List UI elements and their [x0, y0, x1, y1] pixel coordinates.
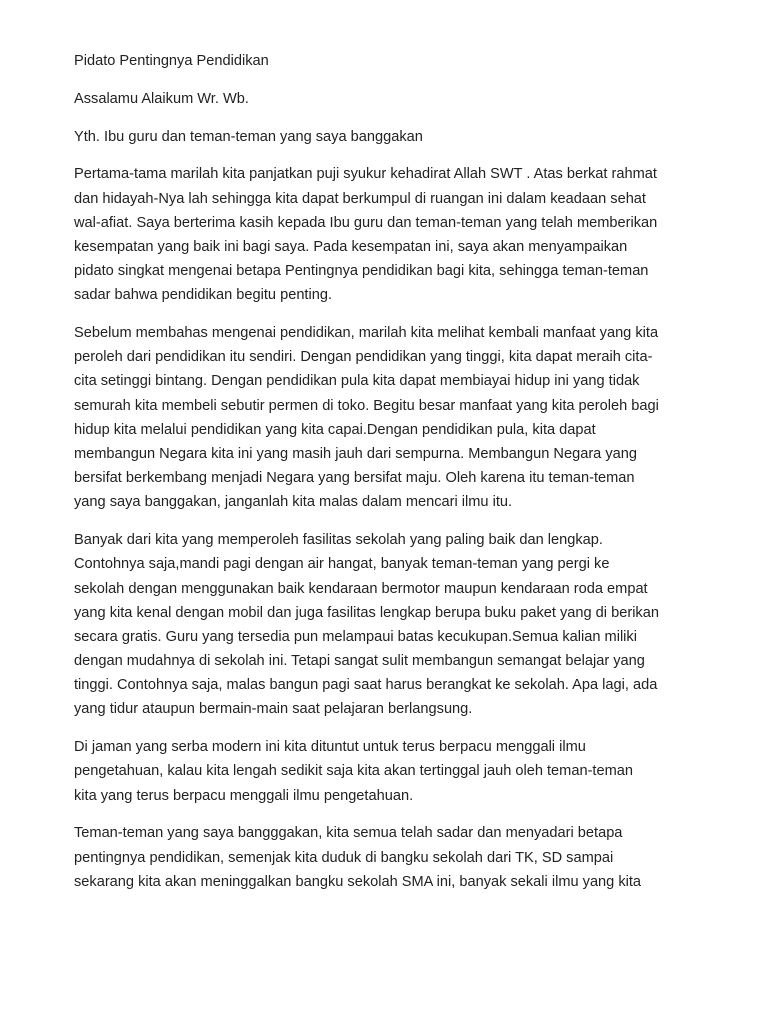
text-line: Banyak dari kita yang memperoleh fasilitas sekolah yang paling baik dan lengkap.: [74, 532, 603, 549]
text-line: secara gratis. Guru yang tersedia pun melampaui batas kecukupan.Semua kalian miliki: [74, 628, 637, 645]
text-line: Teman-teman yang saya bangggakan, kita semua telah sadar dan menyadari betapa: [74, 825, 623, 842]
text-line: Sebelum membahas mengenai pendidikan, marilah kita melihat kembali manfaat yang kita: [74, 325, 659, 342]
text-line: sekarang kita akan meninggalkan bangku sekolah SMA ini, banyak sekali ilmu yang kita: [74, 873, 642, 890]
text-line: peroleh dari pendidikan itu sendiri. Dengan pendidikan yang tinggi, kita dapat meraih cita-: [74, 349, 653, 366]
text-line: Contohnya saja,mandi pagi dengan air hangat, banyak teman-teman yang pergi ke: [74, 556, 610, 573]
text-line: wal-afiat. Saya berterima kasih kepada Ibu guru dan teman-teman yang telah memberikan: [74, 214, 658, 231]
text-line: dan hidayah-Nya lah sehingga kita dapat berkumpul di ruangan ini dalam keadaan sehat: [74, 190, 646, 207]
paragraph-4: [74, 735, 704, 808]
text-line: pidato singkat mengenai betapa Pentingnya pendidikan bagi kita, sehingga teman-teman: [74, 263, 649, 280]
address-line: Yth. Ibu guru dan teman-teman yang saya banggakan: [74, 128, 423, 145]
text-line: sadar bahwa pendidikan begitu penting.: [74, 287, 333, 304]
text-line: yang tidur ataupun bermain-main saat pelajaran berlangsung.: [74, 701, 473, 718]
text-line: sekolah dengan menggunakan baik kendaraan bermotor maupun kendaraan roda empat: [74, 580, 648, 597]
document-body: [74, 49, 704, 908]
text-line: pentingnya pendidikan, semenjak kita duduk di bangku sekolah dari TK, SD sampai: [74, 849, 614, 866]
text-line: cita setinggi bintang. Dengan pendidikan pula kita dapat membiayai hidup ini yang tidak: [74, 373, 640, 390]
text-line: kesempatan yang baik ini bagi saya. Pada kesempatan ini, saya akan menyampaikan: [74, 238, 628, 255]
text-line: hidup kita melalui pendidikan yang kita capai.Dengan pendidikan pula, kita dapat: [74, 421, 596, 438]
text-line: pengetahuan, kalau kita lengah sedikit saja kita akan tertinggal jauh oleh teman-teman: [74, 763, 633, 780]
text-line: bersifat berkembang menjadi Negara yang bersifat maju. Oleh karena itu teman-teman: [74, 470, 635, 487]
text-line: kita yang terus berpacu menggali ilmu pengetahuan.: [74, 787, 414, 804]
text-line: dengan mudahnya di sekolah ini. Tetapi sangat sulit membangun semangat belajar yang: [74, 653, 645, 670]
text-line: tinggi. Contohnya saja, malas bangun pagi saat harus berangkat ke sekolah. Apa lagi, ada: [74, 677, 658, 694]
text-line: membangun Negara kita ini yang masih jauh dari sempurna. Membangun Negara yang: [74, 446, 637, 462]
text-line: yang saya banggakan, janganlah kita malas dalam mencari ilmu itu.: [74, 494, 513, 511]
paragraph-5: [74, 821, 704, 894]
paragraph-3: [74, 528, 704, 722]
text-line: yang kita kenal dengan mobil dan juga fasilitas lengkap berupa buku paket yang di berikan: [74, 604, 659, 621]
paragraph-2: [74, 321, 704, 515]
text-line: semurah kita membeli sebutir permen di toko. Begitu besar manfaat yang kita peroleh bagi: [74, 397, 659, 414]
text-line: Di jaman yang serba modern ini kita dituntut untuk terus berpacu menggali ilmu: [74, 739, 586, 756]
document-title: Pidato Pentingnya Pendidikan: [74, 53, 269, 69]
greeting: Assalamu Alaikum Wr. Wb.: [74, 90, 249, 107]
paragraph-1: [74, 162, 704, 307]
text-line: Pertama-tama marilah kita panjatkan puji syukur kehadirat Allah SWT . Atas berkat rahmat: [74, 166, 657, 183]
